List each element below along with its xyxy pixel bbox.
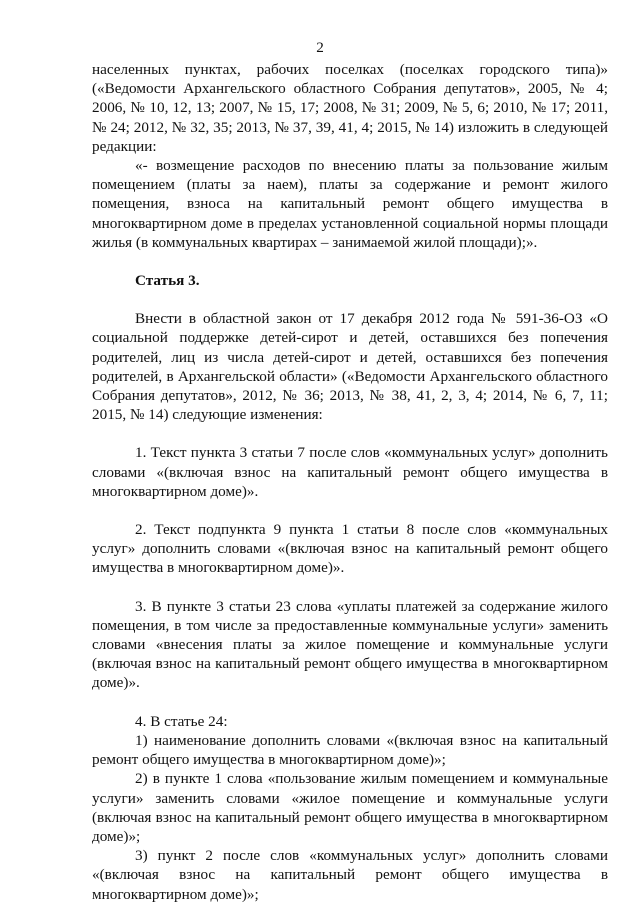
amendment-subitem-3: 3) пункт 2 после слов «коммунальных услуг» дополнить словами «(включая взнос на капитальный ремонт общего имущества в многоквартирном доме)»; <box>92 847 608 903</box>
article-preamble: Внести в областной закон от 17 декабря 2012 года № 591-36-ОЗ «О социальной поддержке детей-сирот и детей, оставшихся без попечения родителей, лиц из числа детей-сирот и детей, оставшихся без попечения родителей, в Архангельской области» («Ведомости Архангельского областного Собрания депутатов», 2012, № 36; 2013, № 38, 41, 2, 3, 4; 2014, № 6, 7, 11; 2015, № 14) следующие изменения: <box>92 310 608 424</box>
amendment-item-4-title: 4. В статье 24: <box>135 712 228 730</box>
amendment-subitem-1: 1) наименование дополнить словами «(включая взнос на капитальный ремонт общего имущества в многоквартирном доме)»; <box>92 731 608 769</box>
amendment-item-1: 1. Текст пункта 3 статьи 7 после слов «коммунальных услуг» дополнить словами «(включая взнос на капитальный ремонт общего имущества в многоквартирном доме)». <box>92 444 608 500</box>
page-number: 2 <box>316 39 324 56</box>
quoted-amendment: «- возмещение расходов по внесению платы за пользование жилым помещением (платы за наем), платы за содержание и ремонт жилого помещения, взноса на капитальный ремонт общего имущества в многоквартирном доме в пределах установленной социальной нормы площади жилья (в коммунальных квартирах – занимаемой жилой площади);». <box>92 157 608 251</box>
amendment-item-3: 3. В пункте 3 статьи 23 слова «уплаты платежей за содержание жилого помещения, в том числе за предоставленные коммунальные услуги» заменить словами «внесения платы за жилое помещение и коммунальные услуги (включая взнос на капитальный ремонт общего имущества в многоквартирном доме)». <box>92 597 608 692</box>
amendment-subitem-2: 2) в пункте 1 слова «пользование жилым помещением и коммунальные услуги» заменить словами «жилое помещение и коммунальные услуги (включая взнос на капитальный ремонт общего имущества в многоквартирном доме)»; <box>92 770 608 845</box>
intro-paragraph: населенных пунктах, рабочих поселках (поселках городского типа)» («Ведомости Архангельского областного Собрания депутатов», 2005, № 4; 2006, № 10, 12, 13; 2007, № 15, 17; 2008, № 31; 2009, № 5, 6; 2010, № 17; 2011, № 24; 2012, № 32, 35; 2013, № 37, 39, 41, 4; 2015, № 14) изложить в следующей редакции: <box>92 61 608 155</box>
document-body <box>92 60 608 904</box>
amendment-item-2: 2. Текст подпункта 9 пункта 1 статьи 8 после слов «коммунальных услуг» дополнить словами «(включая взнос на капитальный ремонт общего имущества в многоквартирном доме)». <box>92 521 608 577</box>
article-heading: Статья 3. <box>135 272 200 290</box>
